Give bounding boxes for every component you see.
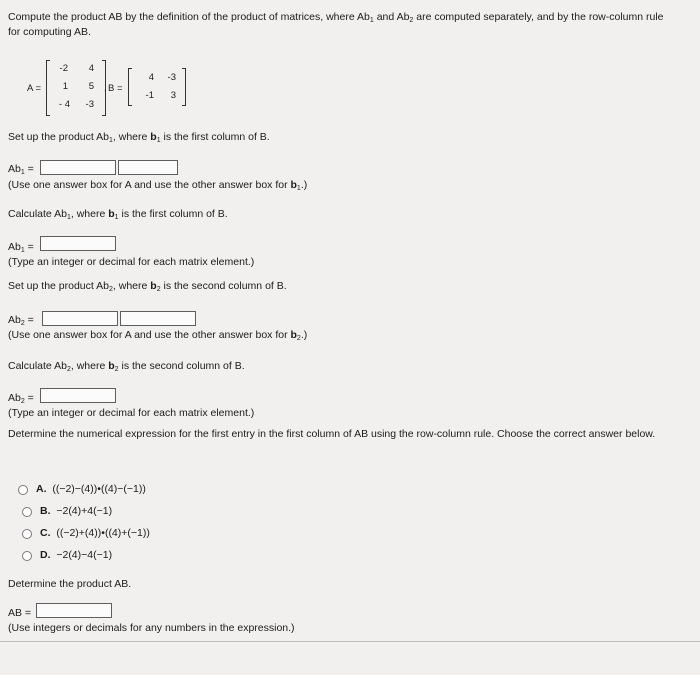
matrix-b-cell: -3 bbox=[167, 72, 176, 83]
question-4: Calculate $Ab_2$, where $b_2$ is the second column of B. bbox=[8, 360, 245, 373]
matrix-a-cell: - 4 bbox=[58, 99, 70, 110]
matrix-a-cell: 5 bbox=[88, 81, 94, 92]
question-3: Set up the product $Ab_2$, where $b_2$ is the second column of B. bbox=[8, 280, 287, 293]
matrix-b-cell: 4 bbox=[148, 72, 154, 83]
question-6: Determine the product AB. bbox=[8, 578, 132, 590]
matrix-b-cell: -1 bbox=[145, 90, 154, 101]
ab1-answer-box[interactable] bbox=[40, 236, 116, 251]
answer-label: $Ab_1$ = bbox=[8, 241, 34, 254]
answer-label: $Ab_2$ = bbox=[8, 392, 34, 405]
matrix-a-cell: -3 bbox=[85, 99, 94, 110]
answer-label: AB = bbox=[8, 607, 32, 619]
ab2-answer-box[interactable] bbox=[40, 388, 116, 403]
hint-text: (Use one answer box for A and use the other answer box for $b_1$.) bbox=[8, 179, 308, 192]
hint-text: (Use one answer box for A and use the other answer box for $b_2$.) bbox=[8, 329, 308, 342]
hint-text: (Type an integer or decimal for each matrix element.) bbox=[8, 256, 255, 268]
matrix-b bbox=[128, 68, 186, 106]
option-a[interactable]: A. ((−2)−(4))•((4)−(−1)) bbox=[36, 483, 146, 495]
option-b-radio[interactable] bbox=[22, 507, 32, 517]
answer-label: $Ab_2$ = bbox=[8, 314, 34, 327]
option-d[interactable]: D. −2(4)−4(−1) bbox=[40, 549, 113, 561]
matrix-a bbox=[46, 60, 106, 116]
answer-label: $Ab_1$ = bbox=[8, 163, 34, 176]
divider bbox=[0, 641, 700, 642]
question-1: Set up the product $Ab_1$, where $b_1$ is the first column of B. bbox=[8, 131, 270, 144]
matrix-a-left-bracket bbox=[46, 60, 50, 116]
matrix-a-answer-box[interactable] bbox=[40, 160, 116, 175]
hint-text: (Type an integer or decimal for each matrix element.) bbox=[8, 407, 255, 419]
comma: , bbox=[104, 83, 107, 94]
matrix-b-left-bracket bbox=[128, 68, 132, 106]
question-2: Calculate $Ab_1$, where $b_1$ is the first column of B. bbox=[8, 208, 228, 221]
hint-text: (Use integers or decimals for any numbers in the expression.) bbox=[8, 622, 295, 634]
matrix-a-cell: 4 bbox=[88, 63, 94, 74]
matrix-a-label: A = bbox=[27, 83, 41, 94]
option-c-radio[interactable] bbox=[22, 529, 32, 539]
option-b[interactable]: B. −2(4)+4(−1) bbox=[40, 505, 113, 517]
ab-answer-box[interactable] bbox=[36, 603, 112, 618]
question-5: Determine the numerical expression for the first entry in the first column of AB using the row-column rule. Choose the correct answer below. bbox=[8, 428, 656, 440]
matrix-a-cell: 1 bbox=[62, 81, 68, 92]
problem-statement: Compute the product AB by the definition of the product of matrices, where $Ab_1$ and $Ab_2$ are computed separately, and by the row-column rule for computing AB. bbox=[8, 11, 664, 38]
matrix-b-label: B = bbox=[108, 83, 123, 94]
matrix-b-cell: 3 bbox=[170, 90, 176, 101]
option-a-radio[interactable] bbox=[18, 485, 28, 495]
option-d-radio[interactable] bbox=[22, 551, 32, 561]
b1-answer-box[interactable] bbox=[118, 160, 178, 175]
matrix-b-right-bracket bbox=[182, 68, 186, 106]
option-c[interactable]: C. ((−2)+(4))•((4)+(−1)) bbox=[40, 527, 150, 539]
matrix-a-answer-box[interactable] bbox=[42, 311, 118, 326]
matrix-a-cell: -2 bbox=[59, 63, 68, 74]
b2-answer-box[interactable] bbox=[120, 311, 196, 326]
